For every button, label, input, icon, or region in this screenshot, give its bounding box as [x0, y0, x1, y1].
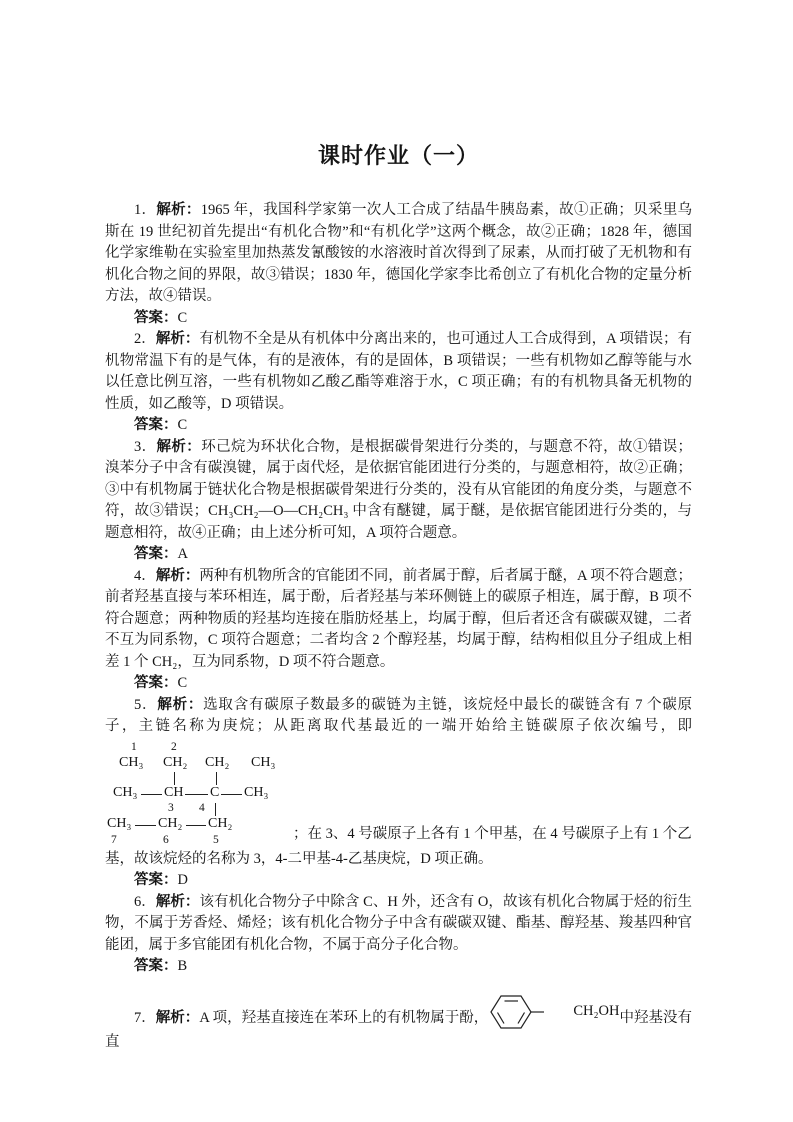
answer-label: 答案：	[134, 872, 178, 888]
item-6-answer	[105, 956, 692, 978]
item-4-number: 4．	[134, 567, 156, 584]
item-3-analysis-text: 环己烷为环状化合物，是根据碳骨架进行分类的，与题意不符，故①错误；溴苯分子中含有碳溴键，属于卤代烃，是依据官能团进行分类的，与题意相符，故②正确；③中有机物属于链状化合物是根据碳骨架进行分类的，没有从官能团的角度分类，与题意不符，故③错误；CH₃CH₂—O—CH₂CH₃ 中含有醚键，属于醚，是依据官能团进行分类的，与题意相符，故④正确；由上述分析可知，A 项符合题意。	[105, 438, 693, 541]
answer-label: 答案：	[134, 417, 178, 433]
atom-c7-ch3: CH₃	[107, 815, 132, 831]
analysis-label: 解析：	[156, 438, 202, 455]
item-5-number: 5．	[134, 696, 158, 713]
atom-c3-ch: CH	[164, 784, 184, 800]
bond-c4-c5	[215, 803, 216, 816]
atom-methyl-on-c4: CH₃	[244, 784, 269, 800]
item-4-analysis	[105, 566, 692, 674]
analysis-label: 解析：	[155, 1009, 200, 1026]
carbon-number-4: 4	[199, 801, 205, 814]
atom-methyl-on-c3: CH₃	[113, 784, 138, 800]
analysis-label: 解析：	[157, 696, 204, 713]
bond-methyl-c3	[141, 794, 162, 795]
answer-label: 答案：	[134, 309, 178, 326]
atom-ethyl-ch2: CH₂	[205, 754, 230, 770]
carbon-number-3: 3	[168, 801, 174, 814]
bond-c3-c4	[185, 794, 208, 795]
carbon-number-7: 7	[111, 833, 117, 846]
item-2-analysis-text: 有机物不全是从有机体中分离出来的，也可通过人工合成得到，A 项错误；有机物常温下有的是气体，有的是液体，有的是固体，B 项错误；一些有机物如乙醇等能与水以任意比例互溶，一些有机物如乙酸乙酯等难溶于水，C 项正确；有的有机物具备无机物的性质，如乙酸等，D 项错误。	[105, 331, 693, 412]
item-2-number: 2．	[134, 331, 156, 347]
item-5-analysis-continue: ；在 3、4 号碳原子上各有 1 个甲基，在 4 号碳原子上有 1 个乙	[293, 826, 692, 842]
answer-label: 答案：	[134, 675, 178, 691]
item-3-answer-value: A	[177, 546, 188, 562]
item-5-analysis-text: 选取含有碳原子数最多的碳链为主链，该烷烃中最长的碳链含有 7 个碳原子，主链名称为庚烷；从距离取代基最近的一端开始给主链碳原子依次编号，即	[105, 696, 693, 734]
item-3-answer	[105, 544, 692, 566]
bond-c4-methyl	[221, 794, 242, 795]
carbon-number-6: 6	[163, 833, 169, 846]
carbon-number-5: 5	[213, 833, 219, 846]
item-5-figure-row	[107, 741, 692, 849]
item-2-analysis	[105, 329, 692, 415]
item-7-analysis	[105, 992, 692, 1054]
item-2-answer	[105, 415, 692, 437]
item-1-answer	[105, 308, 692, 330]
carbon-number-1: 1	[131, 740, 137, 753]
ch2oh-group-label: CH₂OH	[573, 1002, 620, 1019]
item-1-number: 1．	[134, 202, 157, 218]
item-1-analysis	[105, 200, 692, 308]
carbon-number-2: 2	[171, 740, 177, 753]
page-title: 课时作业（一）	[317, 143, 479, 168]
bond-ethyl-c4	[216, 772, 217, 785]
benzene-ring-icon	[488, 992, 544, 1032]
item-3-number: 3．	[134, 438, 157, 455]
item-6-number: 6．	[134, 893, 156, 910]
item-2-answer-value: C	[177, 417, 188, 433]
atom-c4-c: C	[210, 784, 220, 800]
analysis-label: 解析：	[156, 202, 201, 218]
atom-ethyl-ch3: CH₃	[251, 754, 276, 770]
item-1-answer-value: C	[177, 309, 188, 326]
item-5-answer-value: D	[177, 872, 188, 888]
analysis-label: 解析：	[155, 893, 200, 910]
item-3-analysis	[105, 437, 692, 545]
bond-c7-c6	[135, 825, 156, 826]
item-4-answer-value: C	[177, 675, 188, 691]
benzyl-alcohol-structure	[488, 992, 619, 1032]
analysis-label: 解析：	[155, 567, 200, 584]
answer-label: 答案：	[134, 546, 178, 562]
atom-c5-ch2: CH₂	[208, 815, 233, 831]
item-5-analysis-tail-text: 基，故该烷烃的名称为 3，4-二甲基-4-乙基庚烷，D 项正确。	[105, 850, 493, 867]
item-7-analysis-tail: 中羟基没有直	[105, 1009, 693, 1050]
answer-label: 答案：	[134, 958, 178, 974]
item-1-analysis-text: 1965 年，我国科学家第一次人工合成了结晶牛胰岛素，故①正确；贝采里乌斯在 19 世纪初首先提出“有机化合物”和“有机化学”这两个概念，故②正确；1828 年，德国化学家维勒在实验室里加热蒸发氰酸铵的水溶液时首次得到了尿素，从而打破了无机物和有机化合物之间的界限，故③错误；1830 年，德国化学家李比希创立了有机化合物的定量分析方法，故④错误。	[105, 202, 693, 304]
bond-c6-c5	[186, 825, 206, 826]
alkane-structural-formula	[107, 741, 293, 849]
atom-c2-ch2: CH₂	[163, 754, 188, 770]
item-6-analysis-text: 该有机化合物分子中除含 C、H 外，还含有 O，故该有机化合物属于烃的衍生物，不属于芳香烃、烯烃；该有机化合物分子中含有碳碳双键、酯基、醇羟基、羧基四种官能团，属于多官能团有机化合物，不属于高分子化合物。	[105, 893, 693, 953]
item-6-analysis	[105, 892, 692, 957]
item-4-analysis-text: 两种有机物所含的官能团不同，前者属于醇，后者属于醚，A 项不符合题意；前者羟基直接与苯环相连，属于酚，后者羟基与苯环侧链上的碳原子相连，属于醇，B 项不符合题意；两种物质的羟基均连接在脂肪烃基上，均属于醇，但后者还含有碳碳双键，二者不互为同系物，C 项符合题意；二者均含 2 个醇羟基，均属于醇，结构相似且分子组成上相差 1 个 CH₂，互为同系物，D 项不符合题意。	[105, 567, 693, 670]
bond-c2-c3	[174, 772, 175, 785]
item-6-answer-value: B	[177, 958, 188, 974]
analysis-label: 解析：	[155, 331, 200, 347]
item-5-analysis-tail	[105, 849, 692, 871]
atom-c1-ch3: CH₃	[119, 754, 144, 770]
item-7-number: 7．	[134, 1009, 156, 1026]
item-4-answer	[105, 673, 692, 695]
item-5-answer	[105, 870, 692, 892]
item-5-analysis	[105, 695, 692, 738]
atom-c6-ch2: CH₂	[158, 815, 183, 831]
item-7-analysis-text: A 项，羟基直接连在苯环上的有机物属于酚，	[199, 1009, 489, 1026]
